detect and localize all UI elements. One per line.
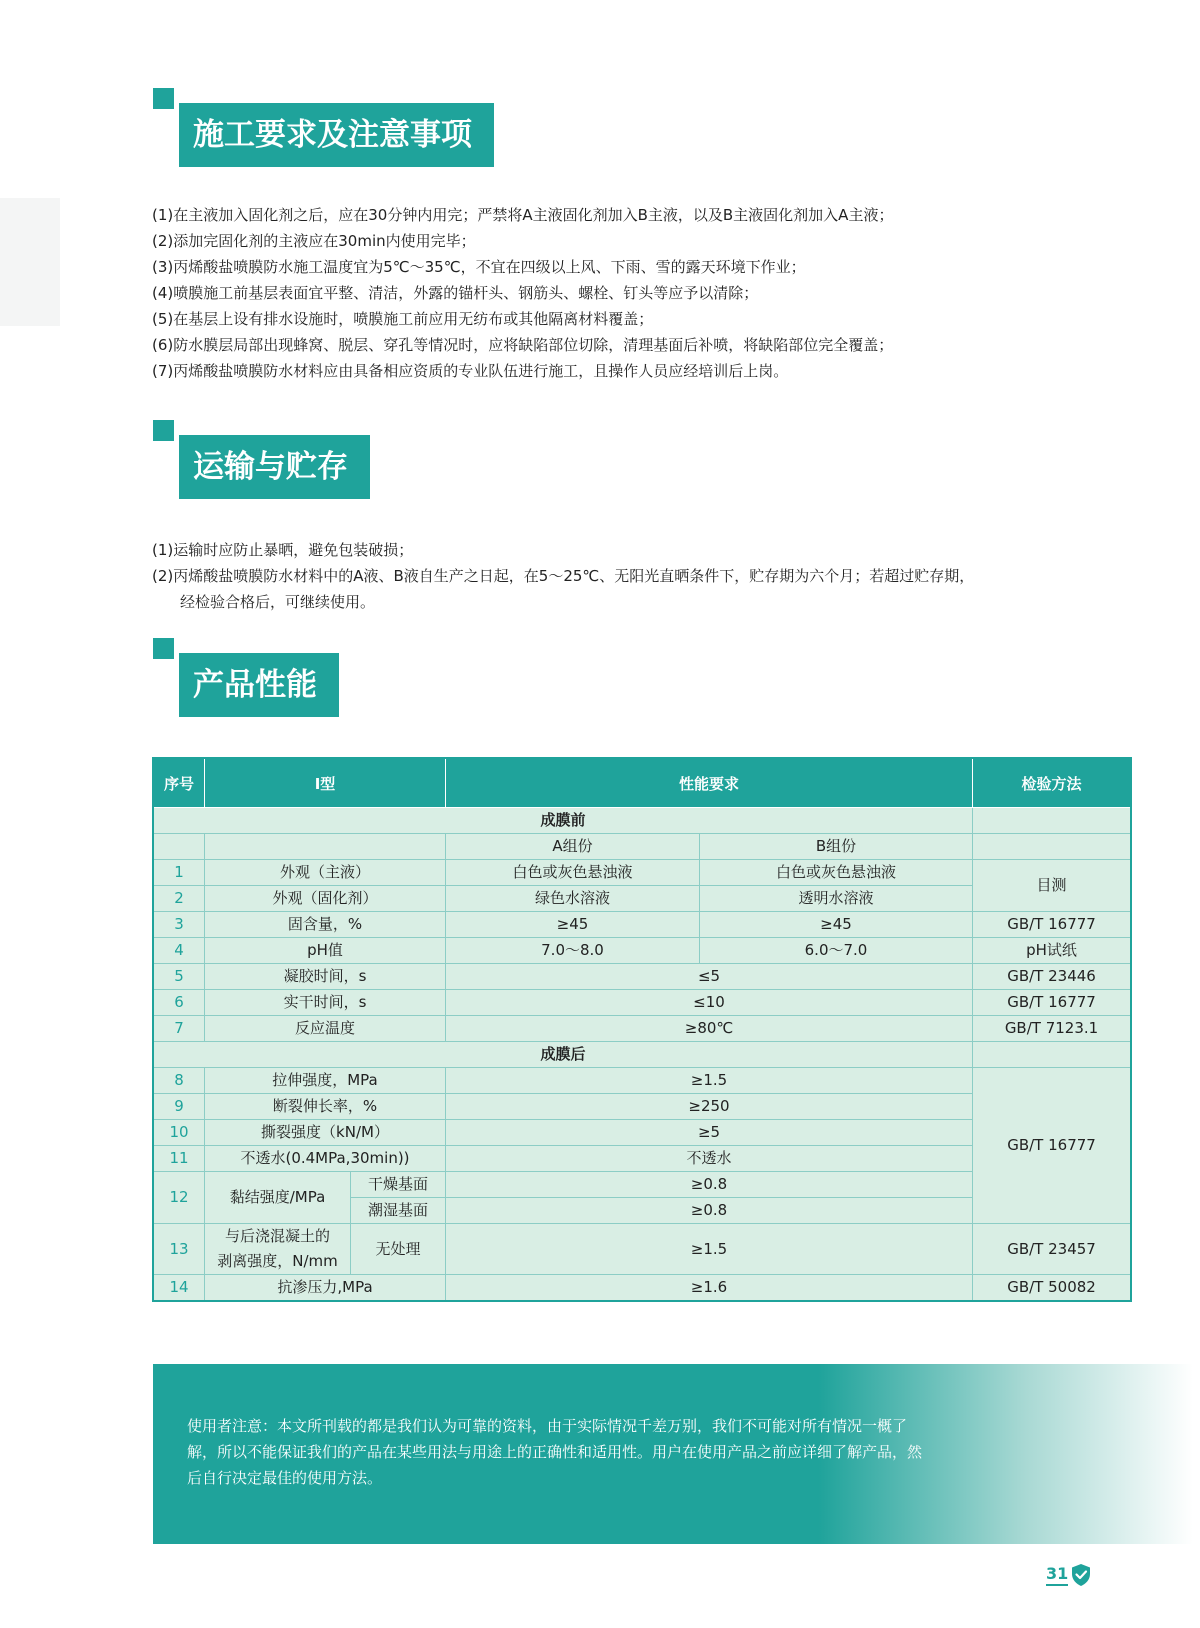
list-item: (2)添加完固化剂的主液应在30min内使用完毕； (152, 232, 476, 250)
list-item: (7)丙烯酸盐喷膜防水材料应由具备相应资质的专业队伍进行施工，且操作人员应经培训后上岗。 (152, 362, 789, 380)
side-tab-decoration (0, 198, 60, 326)
group-row-after (154, 1042, 1131, 1068)
item-name-line: 剥离强度，N/mm (217, 1252, 338, 1270)
section-title: 产品性能 (179, 653, 339, 717)
row-number: 3 (154, 912, 205, 938)
requirement-value: ≥250 (446, 1094, 973, 1120)
empty-cell (973, 834, 1131, 860)
heading-square-marker (153, 88, 174, 109)
page-number (1046, 1561, 1092, 1589)
value-b: 6.0～7.0 (700, 938, 973, 964)
item-name: 不透水(0.4MPa,30min)) (205, 1146, 446, 1172)
page-number-text: 31 (1046, 1564, 1068, 1586)
table-header-row (154, 759, 1131, 808)
item-name: 凝胶时间，s (205, 964, 446, 990)
empty-cell (205, 834, 446, 860)
list-item: (4)喷膜施工前基层表面宜平整、清洁，外露的锚杆头、钢筋头、螺栓、钉头等应予以清除； (152, 284, 759, 302)
value-b: 透明水溶液 (700, 886, 973, 912)
row-number: 5 (154, 964, 205, 990)
performance-table (153, 758, 1131, 1301)
list-item: (1)在主液加入固化剂之后，应在30分钟内用完；严禁将A主液固化剂加入B主液，以及B主液固化剂加入A主液； (152, 206, 894, 224)
item-name: 反应温度 (205, 1016, 446, 1042)
list-item-continuation: 经检验合格后，可继续使用。 (180, 593, 376, 611)
value-b: ≥45 (700, 912, 973, 938)
sub-condition: 干燥基面 (351, 1172, 446, 1198)
test-method: GB/T 16777 (973, 990, 1131, 1016)
row-number: 6 (154, 990, 205, 1016)
list-item: (5)在基层上设有排水设施时，喷膜施工前应用无纺布或其他隔离材料覆盖； (152, 310, 654, 328)
requirement-value: ≤10 (446, 990, 973, 1016)
test-method: pH试纸 (973, 938, 1131, 964)
item-name-line: 与后浇混凝土的 (224, 1227, 330, 1245)
item-name: 撕裂强度（kN/M） (205, 1120, 446, 1146)
item-name: 外观（主液） (205, 860, 446, 886)
value-a: 绿色水溶液 (446, 886, 700, 912)
table-row (154, 990, 1131, 1016)
table-row (154, 938, 1131, 964)
list-item: (6)防水膜层局部出现蜂窝、脱层、穿孔等情况时，应将缺陷部位切除，清理基面后补喷，将缺陷部位完全覆盖； (152, 336, 894, 354)
empty-cell (973, 1042, 1131, 1068)
notice-line: 使用者注意：本文所刊载的都是我们认为可靠的资料，由于实际情况千差万别，我们不可能对所有情况一概了 (187, 1417, 908, 1435)
list-item: (2)丙烯酸盐喷膜防水材料中的A液、B液自生产之日起，在5～25℃、无阳光直晒条件下，贮存期为六个月；若超过贮存期， (152, 567, 975, 585)
group-label: 成膜后 (154, 1042, 973, 1068)
test-method: GB/T 16777 (973, 1068, 1131, 1224)
column-b-label: B组份 (700, 834, 973, 860)
requirement-value: ≥0.8 (446, 1172, 973, 1198)
table-row (154, 964, 1131, 990)
item-name (205, 1224, 351, 1275)
shield-check-icon (1070, 1563, 1092, 1587)
item-name: 断裂伸长率，% (205, 1094, 446, 1120)
table-row (154, 860, 1131, 886)
value-b: 白色或灰色悬浊液 (700, 860, 973, 886)
requirement-value: ≥1.6 (446, 1275, 973, 1301)
row-number: 1 (154, 860, 205, 886)
sub-condition: 潮湿基面 (351, 1198, 446, 1224)
row-number: 10 (154, 1120, 205, 1146)
row-number: 2 (154, 886, 205, 912)
item-name: 实干时间，s (205, 990, 446, 1016)
table-row (154, 1068, 1131, 1094)
requirement-value: ≥80℃ (446, 1016, 973, 1042)
test-method: GB/T 7123.1 (973, 1016, 1131, 1042)
transport-storage-list (152, 537, 974, 615)
header-no: 序号 (154, 759, 205, 808)
notice-line: 后自行决定最佳的使用方法。 (187, 1469, 383, 1487)
row-number: 11 (154, 1146, 205, 1172)
item-name: 抗渗压力,MPa (205, 1275, 446, 1301)
column-a-label: A组份 (446, 834, 700, 860)
group-row-before (154, 808, 1131, 834)
value-a: 白色或灰色悬浊液 (446, 860, 700, 886)
row-number: 4 (154, 938, 205, 964)
row-number: 13 (154, 1224, 205, 1275)
test-method: GB/T 23446 (973, 964, 1131, 990)
list-item: (3)丙烯酸盐喷膜防水施工温度宜为5℃～35℃，不宜在四级以上风、下雨、雪的露天环境下作业； (152, 258, 806, 276)
sub-condition: 无处理 (351, 1224, 446, 1275)
header-type: I型 (205, 759, 446, 808)
construction-requirements-list (152, 202, 893, 384)
item-name: 外观（固化剂） (205, 886, 446, 912)
value-a: 7.0～8.0 (446, 938, 700, 964)
section-title: 施工要求及注意事项 (179, 103, 494, 167)
empty-cell (154, 834, 205, 860)
value-a: ≥45 (446, 912, 700, 938)
heading-square-marker (153, 638, 174, 659)
table-row (154, 1224, 1131, 1275)
test-method: 目测 (973, 860, 1131, 912)
table-row (154, 1275, 1131, 1301)
requirement-value: 不透水 (446, 1146, 973, 1172)
table-row (154, 834, 1131, 860)
list-item: (1)运输时应防止暴晒，避免包装破损； (152, 541, 414, 559)
item-name: 黏结强度/MPa (205, 1172, 351, 1224)
row-number: 14 (154, 1275, 205, 1301)
requirement-value: ≥1.5 (446, 1068, 973, 1094)
test-method: GB/T 23457 (973, 1224, 1131, 1275)
empty-cell (973, 808, 1131, 834)
group-label: 成膜前 (154, 808, 973, 834)
table-row (154, 912, 1131, 938)
row-number: 12 (154, 1172, 205, 1224)
user-notice-banner (153, 1364, 1193, 1544)
requirement-value: ≤5 (446, 964, 973, 990)
requirement-value: ≥0.8 (446, 1198, 973, 1224)
requirement-value: ≥5 (446, 1120, 973, 1146)
notice-text (187, 1413, 1007, 1491)
header-requirement: 性能要求 (446, 759, 973, 808)
section-title: 运输与贮存 (179, 435, 370, 499)
table-row (154, 1016, 1131, 1042)
row-number: 8 (154, 1068, 205, 1094)
notice-line: 解，所以不能保证我们的产品在某些用法与用途上的正确性和适用性。用户在使用产品之前应详细了解产品，然 (187, 1443, 923, 1461)
test-method: GB/T 16777 (973, 912, 1131, 938)
item-name: 拉伸强度，MPa (205, 1068, 446, 1094)
row-number: 7 (154, 1016, 205, 1042)
item-name: 固含量，% (205, 912, 446, 938)
item-name: pH值 (205, 938, 446, 964)
row-number: 9 (154, 1094, 205, 1120)
header-test-method: 检验方法 (973, 759, 1131, 808)
test-method: GB/T 50082 (973, 1275, 1131, 1301)
heading-square-marker (153, 420, 174, 441)
requirement-value: ≥1.5 (446, 1224, 973, 1275)
